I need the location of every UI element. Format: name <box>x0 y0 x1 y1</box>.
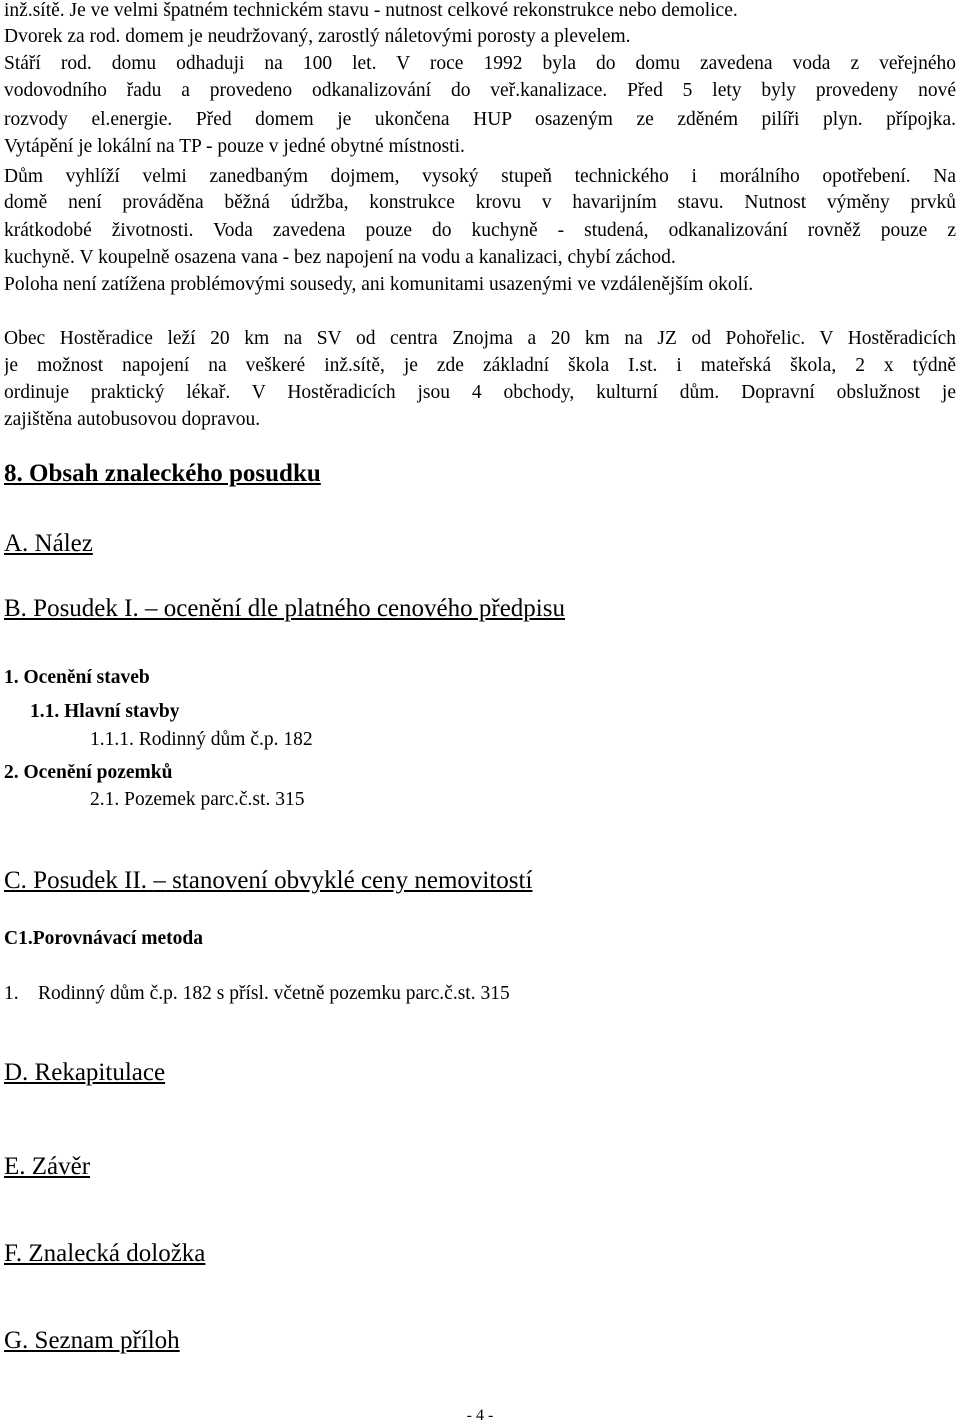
heading-dash: – <box>153 867 166 894</box>
c1-item-number: 1. <box>4 983 19 1004</box>
text-line: rozvody el.energie. Před domem je ukončena HUP osazeným ze zděném pilíři plyn. přípojka. <box>4 109 956 130</box>
pozemek-item: 2.1. Pozemek parc.č.st. 315 <box>90 789 305 810</box>
heading-rest: ocenění dle platného cenového předpisu <box>163 595 565 622</box>
section-heading-d: D. Rekapitulace <box>4 1059 166 1086</box>
text-line: zajištěna autobusovou dopravou. <box>4 409 261 430</box>
text-line: je možnost napojení na veškeré inž.sítě, je zde základní škola I.st. i mateřská škola, 2 x týdně <box>4 355 956 376</box>
section-heading-a: A. Nález <box>4 530 93 557</box>
oceneni-staveb-heading: 1. Ocenění staveb <box>4 667 150 688</box>
text-line: ordinuje praktický lékař. V Hostěradicích jsou 4 obchody, kulturní dům. Dopravní obslužnost je <box>4 382 956 403</box>
heading-prefix: C. Posudek II. <box>4 867 148 894</box>
text-line: krátkodobé životnosti. Voda zavedena pouze do kuchyně - studená, odkanalizování rovněž pouze z <box>4 220 956 241</box>
section-heading-b <box>4 593 565 625</box>
section-heading-g: G. Seznam příloh <box>4 1327 180 1354</box>
section-heading-8: 8. Obsah znaleckého posudku <box>4 460 321 487</box>
hlavni-stavby-heading: 1.1. Hlavní stavby <box>30 701 180 722</box>
text-line: Stáří rod. domu odhaduji na 100 let. V roce 1992 byla do domu zavedena voda z veřejného <box>4 53 956 74</box>
text-line: inž.sítě. Je ve velmi špatném technickém stavu - nutnost celkové rekonstrukce nebo demolice. <box>4 0 738 21</box>
section-heading-f: F. Znalecká doložka <box>4 1240 206 1267</box>
heading-prefix: B. Posudek I. <box>4 595 139 622</box>
text-line: kuchyně. V koupelně osazena vana - bez napojení na vodu a kanalizaci, chybí záchod. <box>4 247 676 268</box>
rodinny-dum-item: 1.1.1. Rodinný dům č.p. 182 <box>90 729 313 750</box>
c1-item: Rodinný dům č.p. 182 s přísl. včetně pozemku parc.č.st. 315 <box>38 983 510 1004</box>
section-heading-c <box>4 865 532 897</box>
page-number: - 4 - <box>466 1407 494 1424</box>
text-line: Poloha není zatížena problémovými sousedy, ani komunitami usazenými ve vzdálenějším okolí. <box>4 274 754 295</box>
text-line: Dvorek za rod. domem je neudržovaný, zarostlý náletovými porosty a plevelem. <box>4 26 631 47</box>
text-line: Dům vyhlíží velmi zanedbaným dojmem, vysoký stupeň technického i morálního opotřebení. Na <box>4 166 956 187</box>
porovnavaci-metoda-heading: C1.Porovnávací metoda <box>4 928 203 949</box>
text-line: vodovodního řadu a provedeno odkanalizování do veř.kanalizace. Před 5 lety byly provedeny nové <box>4 80 956 101</box>
heading-rest: stanovení obvyklé ceny nemovitostí <box>172 867 533 894</box>
heading-dash: – <box>144 595 158 622</box>
text-line: Obec Hostěradice leží 20 km na SV od centra Znojma a 20 km na JZ od Pohořelic. V Hostěradicích <box>4 328 956 349</box>
section-heading-e: E. Závěr <box>4 1153 91 1180</box>
oceneni-pozemku-heading: 2. Ocenění pozemků <box>4 762 173 783</box>
text-line: Vytápění je lokální na TP - pouze v jedné obytné místnosti. <box>4 136 465 157</box>
text-line: domě není prováděna běžná údržba, konstrukce krovu v havarijním stavu. Nutnost výměny prvků <box>4 192 956 213</box>
